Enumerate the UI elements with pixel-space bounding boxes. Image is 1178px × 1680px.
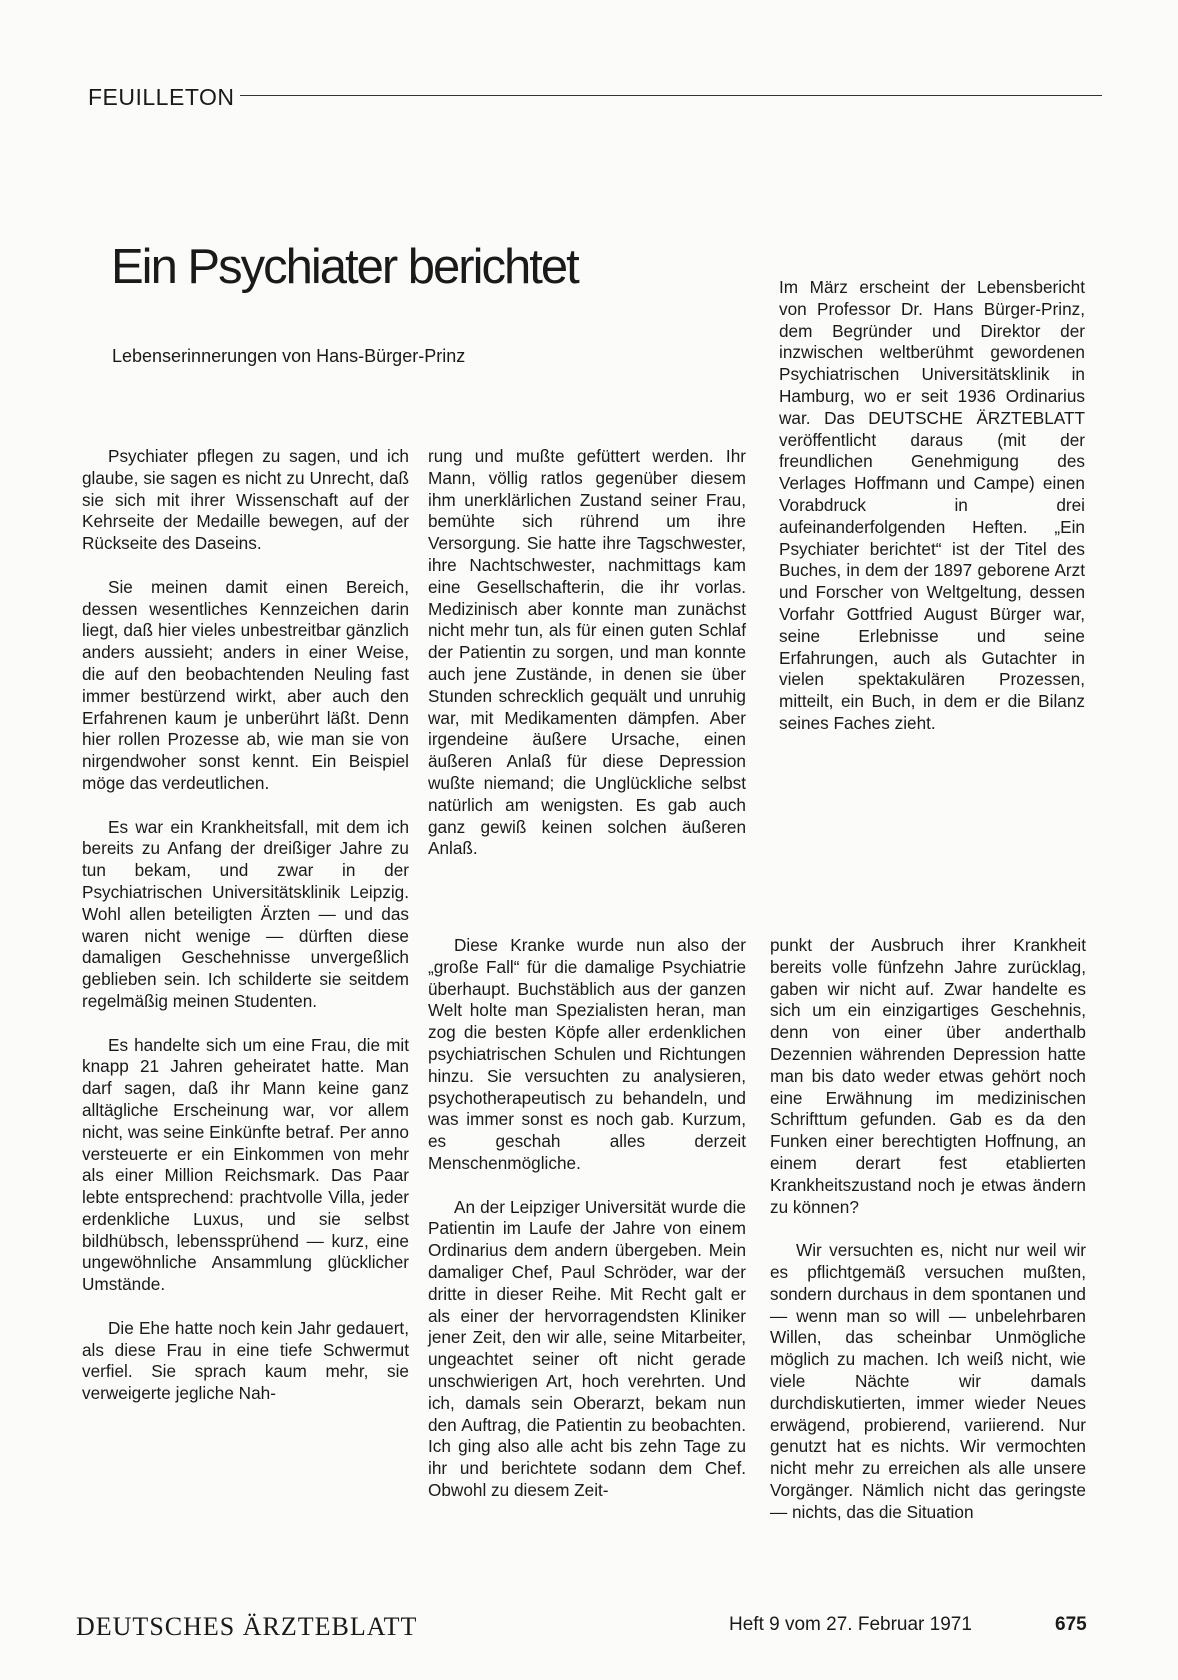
article-subtitle: Lebenserinnerungen von Hans-Bürger-Prinz (112, 346, 466, 366)
paragraph: Sie meinen damit einen Bereich, dessen wesentliches Kennzeichen darin liegt, daß hier vieles unbestreitbar gänzlich anders aussieht; anders in einer Weise, die auf den beobachtenden Neuling fast immer bestürzend wirkt, aber auch den Erfahrenen kaum je unberührt läßt. Denn hier rollen Prozesse ab, wie man sie von nirgendwoher sonst kennt. Ein Beispiel möge das verdeutlichen. (82, 576, 409, 793)
paragraph: Psychiater pflegen zu sagen, und ich glaube, sie sagen es nicht zu Unrecht, daß sie sich mit ihrer Wissenschaft auf der Kehrseite der Medaille bewegen, auf der Rückseite des Daseins. (82, 446, 409, 554)
column-1 (82, 446, 409, 1405)
section-label: FEUILLETON (88, 84, 235, 110)
paragraph: An der Leipziger Universität wurde die Patientin im Laufe der Jahre von einem Ordinarius dem andern übergeben. Mein damaliger Chef, Paul Schröder, war der dritte in dieser Reihe. Mit Recht galt er als einer der hervorragendsten Kliniker jener Zeit, den wir alle, seine Mitarbeiter, ungeachtet seiner oft nicht gerade unschwierigen Art, hoch verehrten. Und ich, damals sein Oberarzt, bekam nun den Auftrag, die Patientin zu beobachten. Ich ging also alle acht bis zehn Tage zu ihr und berichtete sodann dem Chef. Obwohl zu diesem Zeit- (428, 1196, 746, 1500)
paragraph: rung und mußte gefüttert werden. Ihr Mann, völlig ratlos gegenüber diesem ihm unerklärlichen Zustand seiner Frau, bemühte sich rührend um ihre Versorgung. Sie hatte ihre Tagschwester, ihre Nachtschwester, nachmittags kam eine Gesellschafterin, die ihr vorlas. Medizinisch aber konnte man zunächst nicht mehr tun, als für einen guten Schlaf der Patientin zu sorgen, und man konnte auch jene Zustände, in denen sie über Stunden schrecklich gequält und unruhig war, mit Medikamenten dämpfen. Aber irgendeine äußere Ursache, einen äußeren Anlaß für diese Depression wußte niemand; die Unglückliche selbst natürlich am wenigsten. Es gab auch ganz gewiß keinen solchen äußeren Anlaß. (428, 446, 746, 859)
paragraph: Wir versuchten es, nicht nur weil wir es pflichtgemäß versuchen mußten, sondern durchaus in dem spontanen und — wenn man so will — unbelehrbaren Willen, das scheinbar Unmögliche möglich zu machen. Ich weiß nicht, wie viele Nächte wir damals durchdiskutierten, immer wieder Neues erwägend, probierend, variierend. Nur genutzt hat es nichts. Wir vermochten nicht mehr zu erreichen als alle unsere Vorgänger. Nämlich nicht das geringste — nichts, das die Situation (770, 1240, 1086, 1522)
paragraph: punkt der Ausbruch ihrer Krankheit bereits volle fünfzehn Jahre zurücklag, gaben wir nicht auf. Zwar handelte es sich um ein einzigartiges Geschehnis, denn von einer über anderthalb Dezennien währenden Depression hatte man bis dato weder etwas gehört noch eine Erwähnung im medizinischen Schrifttum gefunden. Gab es da den Funken einer berechtigten Hoffnung, an einem derart fest etablierten Krankheitszustand noch je etwas ändern zu können? (770, 935, 1086, 1217)
paragraph: Es war ein Krankheitsfall, mit dem ich bereits zu Anfang der dreißiger Jahre zu tun bekam, und zwar in der Psychiatrischen Universitätsklinik Leipzig. Wohl allen beteiligten Ärzten — und das waren nicht wenige — dürften diese damaligen Geschehnisse unvergeßlich geblieben sein. Ich schilderte sie seitdem regelmäßig meinen Studenten. (82, 816, 409, 1011)
column-2-bottom (428, 935, 746, 1502)
paragraph: Diese Kranke wurde nun also der „große Fall“ für die damalige Psychiatrie überhaupt. Buchstäblich aus der ganzen Welt holte man Spezialisten heran, man zog die besten Köpfe aller erdenklichen psychiatrischen Schulen und Richtungen hinzu. Sie versuchten zu analysieren, psychotherapeutisch zu behandeln, und was immer sonst es noch gab. Kurzum, es geschah alles derzeit Menschenmögliche. (428, 935, 746, 1173)
paragraph: Es handelte sich um eine Frau, die mit knapp 21 Jahren geheiratet hatte. Man darf sagen, daß ihr Mann keine ganz alltägliche Erscheinung war, vor allem nicht, was seine Einkünfte betraf. Per anno versteuerte er ein Einkommen von mehr als einer Million Reichsmark. Das Paar lebte entsprechend: prachtvolle Villa, jeder erdenkliche Luxus, und sie selbst bildhübsch, lebenssprühend — kurz, eine ungewöhnliche Ansammlung glücklicher Umstände. (82, 1034, 409, 1295)
page-number: 675 (1055, 1614, 1087, 1635)
article-title: Ein Psychiater berichtet (111, 240, 578, 294)
section-rule (240, 95, 1102, 96)
footer-issue: Heft 9 vom 27. Februar 1971 (729, 1614, 972, 1635)
column-2-top (428, 446, 746, 860)
footer-publication: DEUTSCHES ÄRZTEBLATT (76, 1612, 418, 1641)
intro-box (779, 277, 1085, 735)
column-3-bottom (770, 935, 1086, 1524)
intro-text: Im März erscheint der Lebensbericht von Professor Dr. Hans Bürger-Prinz, dem Begründer und Direktor der inzwischen weltberühmt gewordenen Psychiatrischen Universitätsklinik in Hamburg, wo er seit 1936 Ordinarius war. Das DEUTSCHE ÄRZTEBLATT veröffentlicht daraus (mit der freundlichen Genehmigung des Verlages Hoffmann und Campe) einen Vorabdruck in drei aufeinanderfolgenden Heften. „Ein Psychiater berichtet“ ist der Titel des Buches, in dem der 1897 geborene Arzt und Forscher von Weltgeltung, dessen Vorfahr Gottfried August Bürger war, seine Erlebnisse und seine Erfahrungen, auch als Gutachter in vielen spektakulären Prozessen, mitteilt, ein Buch, in dem er die Bilanz seines Faches zieht. (779, 277, 1085, 733)
paragraph: Die Ehe hatte noch kein Jahr gedauert, als diese Frau in eine tiefe Schwermut verfiel. Sie sprach kaum mehr, sie verweigerte jegliche Nah- (82, 1317, 409, 1404)
